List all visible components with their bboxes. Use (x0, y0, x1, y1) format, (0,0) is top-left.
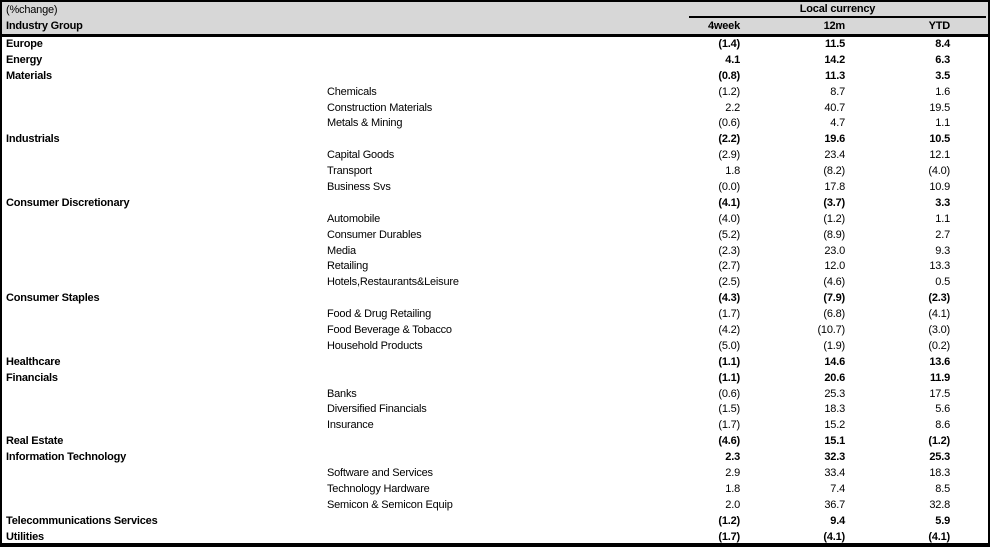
cell-4week: (4.6) (718, 435, 740, 448)
cell-12m: 11.3 (824, 69, 845, 82)
table-row (2, 323, 988, 339)
cell-4week: (5.0) (718, 339, 740, 352)
cell-ytd: 5.9 (935, 514, 950, 527)
table-row (2, 355, 988, 371)
cell-ytd: (1.2) (928, 435, 950, 448)
sub-industry-label: Automobile (327, 212, 381, 225)
cell-12m: 23.0 (824, 244, 845, 257)
cell-12m: 11.5 (824, 38, 845, 50)
cell-ytd: 10.9 (929, 181, 950, 194)
cell-12m: (3.7) (823, 196, 845, 209)
cell-4week: 4.1 (725, 53, 740, 66)
sub-industry-label: Software and Services (327, 467, 433, 480)
table-row (2, 339, 988, 355)
cell-ytd: 19.5 (929, 101, 950, 114)
cell-12m: 19.6 (824, 133, 845, 146)
cell-ytd: 17.5 (929, 387, 950, 400)
cell-4week: 1.8 (725, 165, 740, 178)
cell-4week: 1.8 (725, 482, 740, 495)
table-row (2, 37, 988, 53)
cell-4week: (1.2) (718, 85, 740, 98)
cell-4week: (0.6) (718, 387, 740, 400)
industry-group-label: Europe (6, 38, 43, 50)
cell-ytd: (2.3) (928, 292, 950, 305)
cell-12m: 18.3 (824, 403, 845, 416)
cell-4week: (2.5) (718, 276, 740, 289)
cell-ytd: 11.9 (929, 371, 950, 384)
cell-ytd: 2.7 (935, 228, 950, 241)
cell-ytd: 13.3 (929, 260, 950, 273)
table-row (2, 180, 988, 196)
industry-group-column-header: Industry Group (6, 19, 83, 32)
industry-group-label: Telecommunications Services (6, 514, 158, 527)
table-row (2, 116, 988, 132)
cell-4week: (1.1) (718, 355, 740, 368)
cell-4week: 2.2 (725, 101, 740, 114)
industry-group-label: Consumer Discretionary (6, 196, 130, 209)
table-body (2, 37, 988, 546)
cell-4week: (4.0) (718, 212, 740, 225)
cell-ytd: 32.8 (929, 498, 950, 511)
column-header-ytd: YTD (928, 19, 950, 32)
sub-industry-label: Hotels,Restaurants&Leisure (327, 276, 459, 289)
table-row (2, 148, 988, 164)
cell-ytd: 3.5 (935, 69, 950, 82)
table-row (2, 482, 988, 498)
table-row (2, 69, 988, 85)
cell-ytd: 12.1 (929, 149, 950, 162)
sub-industry-label: Construction Materials (327, 101, 433, 114)
cell-4week: (5.2) (718, 228, 740, 241)
cell-12m: 17.8 (824, 181, 845, 194)
sub-industry-label: Technology Hardware (327, 482, 430, 495)
cell-4week: 2.3 (725, 451, 740, 464)
table-row (2, 212, 988, 228)
cell-12m: 14.6 (824, 355, 845, 368)
cell-12m: 12.0 (824, 260, 845, 273)
cell-ytd: (0.2) (928, 339, 950, 352)
cell-12m: (8.9) (823, 228, 845, 241)
cell-ytd: 1.1 (935, 212, 950, 225)
cell-12m: (1.2) (823, 212, 845, 225)
cell-ytd: 3.3 (935, 196, 950, 209)
cell-ytd: 8.6 (935, 419, 950, 432)
header-row-columns (2, 18, 988, 34)
cell-12m: 20.6 (824, 371, 845, 384)
cell-12m: 36.7 (824, 498, 845, 511)
table-row (2, 291, 988, 307)
table-row (2, 53, 988, 69)
table-row (2, 371, 988, 387)
cell-ytd: (4.1) (928, 308, 950, 321)
cell-ytd: 8.5 (935, 482, 950, 495)
cell-4week: 2.9 (725, 467, 740, 480)
industry-group-label: Utilities (6, 530, 44, 543)
sub-industry-label: Retailing (327, 260, 369, 273)
cell-4week: (1.7) (718, 530, 740, 543)
sub-industry-label: Household Products (327, 339, 423, 352)
cell-4week: (2.3) (718, 244, 740, 257)
cell-4week: (0.8) (718, 69, 740, 82)
sub-industry-label: Metals & Mining (327, 117, 403, 130)
table-header (2, 2, 988, 37)
cell-ytd: 10.5 (929, 133, 950, 146)
cell-4week: (1.4) (718, 38, 740, 50)
cell-ytd: 0.5 (935, 276, 950, 289)
sub-industry-label: Consumer Durables (327, 228, 422, 241)
cell-ytd: 1.1 (935, 117, 950, 130)
percent-change-note: (%change) (6, 4, 58, 16)
cell-ytd: 13.6 (929, 355, 950, 368)
cell-4week: (1.7) (718, 308, 740, 321)
cell-ytd: 18.3 (929, 467, 950, 480)
sub-industry-label: Banks (327, 387, 357, 400)
cell-12m: 25.3 (824, 387, 845, 400)
cell-12m: 14.2 (824, 53, 845, 66)
cell-ytd: 1.6 (935, 85, 950, 98)
table-row (2, 275, 988, 291)
table-row (2, 402, 988, 418)
cell-12m: (4.1) (823, 530, 845, 543)
cell-4week: (4.2) (718, 324, 740, 337)
column-header-4week: 4week (707, 19, 740, 32)
cell-12m: (1.9) (823, 339, 845, 352)
cell-4week: (4.3) (718, 292, 740, 305)
cell-4week: (2.7) (718, 260, 740, 273)
sub-industry-label: Insurance (327, 419, 374, 432)
cell-ytd: 25.3 (929, 451, 950, 464)
sub-industry-label: Diversified Financials (327, 403, 427, 416)
cell-ytd: (4.0) (928, 165, 950, 178)
cell-4week: (1.1) (718, 371, 740, 384)
industry-group-label: Energy (6, 53, 43, 66)
cell-4week: (2.2) (718, 133, 740, 146)
cell-12m: 7.4 (830, 482, 845, 495)
industry-group-label: Financials (6, 371, 58, 384)
cell-12m: 32.3 (824, 451, 845, 464)
cell-12m: (7.9) (823, 292, 845, 305)
local-currency-label: Local currency (799, 3, 876, 15)
table-row (2, 132, 988, 148)
header-row-currency (2, 2, 988, 18)
industry-group-label: Consumer Staples (6, 292, 100, 305)
cell-12m: 40.7 (824, 101, 845, 114)
cell-ytd: 5.6 (935, 403, 950, 416)
cell-12m: 4.7 (830, 117, 845, 130)
cell-12m: 15.1 (824, 435, 845, 448)
cell-ytd: (4.1) (928, 530, 950, 543)
table-row (2, 259, 988, 275)
table-row (2, 164, 988, 180)
table-row (2, 307, 988, 323)
table-row (2, 530, 988, 546)
table-row (2, 434, 988, 450)
cell-12m: (4.6) (823, 276, 845, 289)
table-row (2, 228, 988, 244)
table-row (2, 418, 988, 434)
table-row (2, 466, 988, 482)
industry-group-label: Healthcare (6, 355, 61, 368)
cell-4week: (0.0) (718, 181, 740, 194)
industry-group-label: Industrials (6, 133, 60, 146)
cell-12m: 9.4 (830, 514, 845, 527)
table-row (2, 101, 988, 117)
cell-ytd: 6.3 (935, 53, 950, 66)
local-currency-spanner (689, 2, 986, 18)
sub-industry-label: Business Svs (327, 181, 391, 194)
cell-4week: (1.7) (718, 419, 740, 432)
cell-12m: (10.7) (817, 324, 845, 337)
cell-ytd: 8.4 (935, 38, 950, 50)
cell-4week: (4.1) (718, 196, 740, 209)
sub-industry-label: Media (327, 244, 356, 257)
table-row (2, 514, 988, 530)
cell-12m: 23.4 (824, 149, 845, 162)
table-row (2, 387, 988, 403)
cell-4week: 2.0 (725, 498, 740, 511)
cell-12m: 15.2 (824, 419, 845, 432)
sub-industry-label: Capital Goods (327, 149, 395, 162)
sub-industry-label: Semicon & Semicon Equip (327, 498, 453, 511)
cell-4week: (2.9) (718, 149, 740, 162)
table-row (2, 450, 988, 466)
industry-group-label: Real Estate (6, 435, 64, 448)
table-row (2, 244, 988, 260)
cell-12m: 33.4 (824, 467, 845, 480)
cell-ytd: (3.0) (928, 324, 950, 337)
table-row (2, 196, 988, 212)
table-row (2, 85, 988, 101)
industry-group-label: Materials (6, 69, 52, 82)
cell-12m: (6.8) (823, 308, 845, 321)
industry-group-label: Information Technology (6, 451, 127, 464)
cell-12m: (8.2) (823, 165, 845, 178)
sub-industry-label: Transport (327, 165, 372, 178)
cell-4week: (1.5) (718, 403, 740, 416)
cell-4week: (0.6) (718, 117, 740, 130)
table-row (2, 498, 988, 514)
sub-industry-label: Food & Drug Retailing (327, 308, 432, 321)
cell-12m: 8.7 (830, 85, 845, 98)
column-header-12m: 12m (823, 19, 845, 32)
cell-4week: (1.2) (718, 514, 740, 527)
cell-ytd: 9.3 (935, 244, 950, 257)
sub-industry-label: Chemicals (327, 85, 377, 98)
sub-industry-label: Food Beverage & Tobacco (327, 324, 452, 337)
